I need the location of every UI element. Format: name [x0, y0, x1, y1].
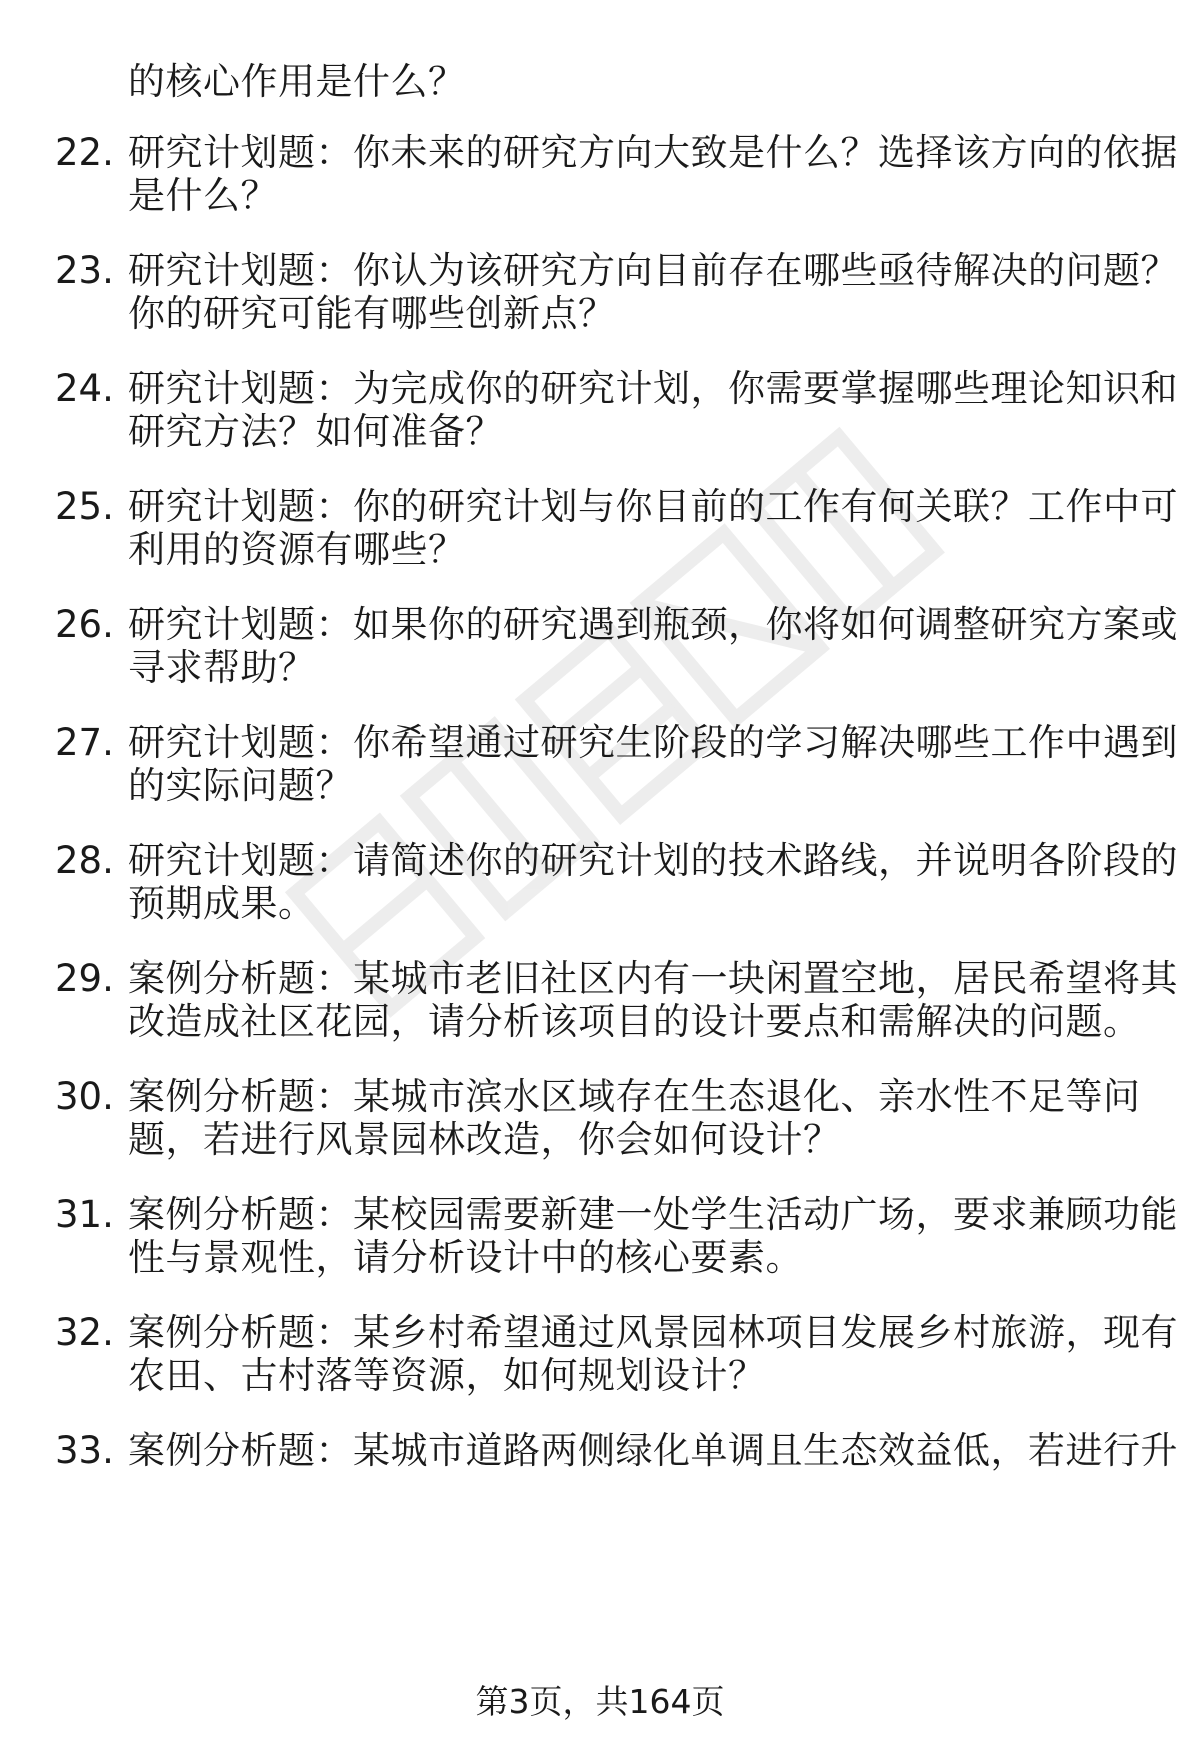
item-number: 28. [55, 839, 114, 882]
item-text-line1: 研究计划题：你未来的研究方向大致是什么？选择该方向的依据 [128, 131, 1178, 174]
item-text-line1: 研究计划题：为完成你的研究计划，你需要掌握哪些理论知识和 [128, 367, 1178, 410]
item-number: 22. [55, 131, 114, 174]
item-number: 26. [55, 603, 114, 646]
item-text-line1: 研究计划题：如果你的研究遇到瓶颈，你将如何调整研究方案或 [128, 603, 1178, 646]
item-text-line1: 案例分析题：某乡村希望通过风景园林项目发展乡村旅游，现有 [128, 1311, 1178, 1354]
item-text-line1: 研究计划题：你的研究计划与你目前的工作有何关联？工作中可 [128, 485, 1178, 528]
item-text-line1: 研究计划题：请简述你的研究计划的技术路线，并说明各阶段的 [128, 839, 1178, 882]
item-text-line1: 案例分析题：某城市老旧社区内有一块闲置空地，居民希望将其 [128, 957, 1178, 1000]
item-text-line2: 性与景观性，请分析设计中的核心要素。 [128, 1236, 803, 1279]
item-text-line2: 研究方法？如何准备？ [128, 410, 503, 453]
item-number: 23. [55, 249, 114, 292]
continuation-text: 的核心作用是什么？ [128, 60, 466, 103]
item-number: 29. [55, 957, 114, 1000]
page-footer: 第3页，共164页 [475, 1682, 725, 1721]
item-text-line1: 案例分析题：某城市道路两侧绿化单调且生态效益低，若进行升 [128, 1429, 1178, 1472]
item-text-line2: 预期成果。 [128, 882, 316, 925]
item-number: 32. [55, 1311, 114, 1354]
item-text-line1: 案例分析题：某校园需要新建一处学生活动广场，要求兼顾功能 [128, 1193, 1178, 1236]
item-text-line2: 是什么？ [128, 174, 278, 217]
item-text-line1: 案例分析题：某城市滨水区域存在生态退化、亲水性不足等问 [128, 1075, 1141, 1118]
item-text-line2: 改造成社区花园，请分析该项目的设计要点和需解决的问题。 [128, 1000, 1141, 1043]
item-text-line2: 利用的资源有哪些？ [128, 528, 466, 571]
item-number: 31. [55, 1193, 114, 1236]
item-number: 33. [55, 1429, 114, 1472]
item-number: 25. [55, 485, 114, 528]
item-text-line1: 研究计划题：你认为该研究方向目前存在哪些亟待解决的问题？ [128, 249, 1178, 292]
item-number: 27. [55, 721, 114, 764]
item-text-line2: 题，若进行风景园林改造，你会如何设计？ [128, 1118, 841, 1161]
item-number: 24. [55, 367, 114, 410]
item-text-line2: 的实际问题？ [128, 764, 353, 807]
item-text-line2: 你的研究可能有哪些创新点？ [128, 292, 616, 335]
item-text-line2: 农田、古村落等资源，如何规划设计？ [128, 1354, 766, 1397]
item-text-line1: 研究计划题：你希望通过研究生阶段的学习解决哪些工作中遇到 [128, 721, 1178, 764]
item-number: 30. [55, 1075, 114, 1118]
item-text-line2: 寻求帮助？ [128, 646, 316, 689]
